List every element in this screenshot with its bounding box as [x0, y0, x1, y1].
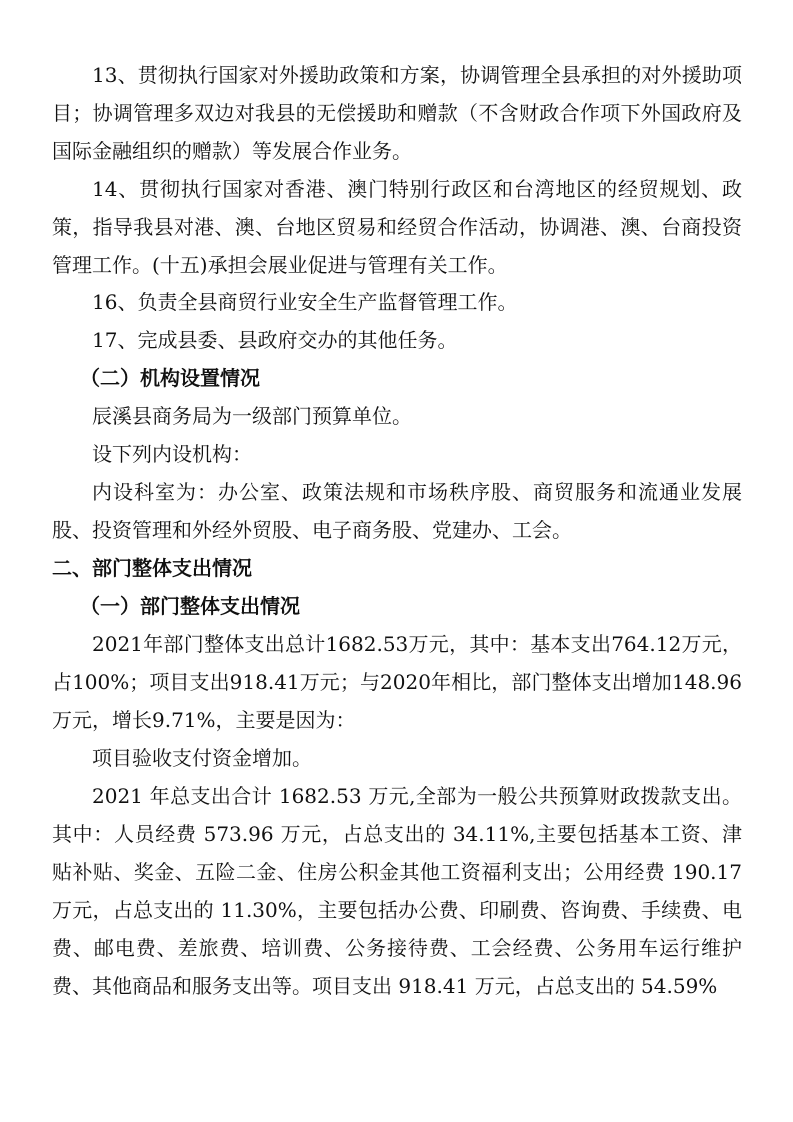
paragraph-internal-departments: 内设科室为：办公室、政策法规和市场秩序股、商贸服务和流通业发展股、投资管理和外经外贸股、电子商务股、党建办、工会。: [52, 480, 742, 542]
subsection-heading-overall-expenditure: （一）部门整体支出情况: [80, 594, 300, 618]
section-heading-institution: （二）机构设置情况: [80, 366, 260, 390]
paragraph-item-13: 13、贯彻执行国家对外援助政策和方案，协调管理全县承担的对外援助项目；协调管理多双边对我县的无偿援助和赠款（不含财政合作项下外国政府及国际金融组织的赠款）等发展合作业务。: [52, 63, 742, 163]
section-heading-overall-expenditure: 二、部门整体支出情况: [52, 556, 252, 580]
paragraph-item-17: 17、完成县委、县政府交办的其他任务。: [92, 328, 458, 352]
paragraph-budget-unit: 辰溪县商务局为一级部门预算单位。: [92, 404, 412, 428]
paragraph-expenditure-reason: 项目验收支付资金增加。: [92, 746, 312, 770]
paragraph-item-14: 14、贯彻执行国家对香港、澳门特别行政区和台湾地区的经贸规划、政策，指导我县对港、澳、台地区贸易和经贸合作活动，协调港、澳、台商投资管理工作。(十五)承担会展业促进与管理有关工作。: [52, 177, 742, 277]
paragraph-expenditure-summary: 2021年部门整体支出总计1682.53万元，其中：基本支出764.12万元，占100%；项目支出918.41万元；与2020年相比，部门整体支出增加148.96万元，增长9.71%，主要是因为：: [52, 632, 742, 732]
paragraph-item-16: 16、负责全县商贸行业安全生产监督管理工作。: [92, 290, 518, 314]
paragraph-expenditure-detail: 2021 年总支出合计 1682.53 万元,全部为一般公共预算财政拨款支出。其中：人员经费 573.96 万元，占总支出的 34.11%,主要包括基本工资、津贴补贴、奖金、五险二金、住房公积金其他工资福利支出；公用经费 190.17 万元，占总支出的 11.30%，主要包括办公费、印刷费、咨询费、手续费、电费、邮电费、差旅费、培训费、公务接待费、工会经费、公务用车运行维护费、其他商品和服务支出等。项目支出 918.41 万元，占总支出的 54.59%: [52, 784, 742, 998]
paragraph-internal-intro: 设下列内设机构：: [92, 442, 252, 466]
